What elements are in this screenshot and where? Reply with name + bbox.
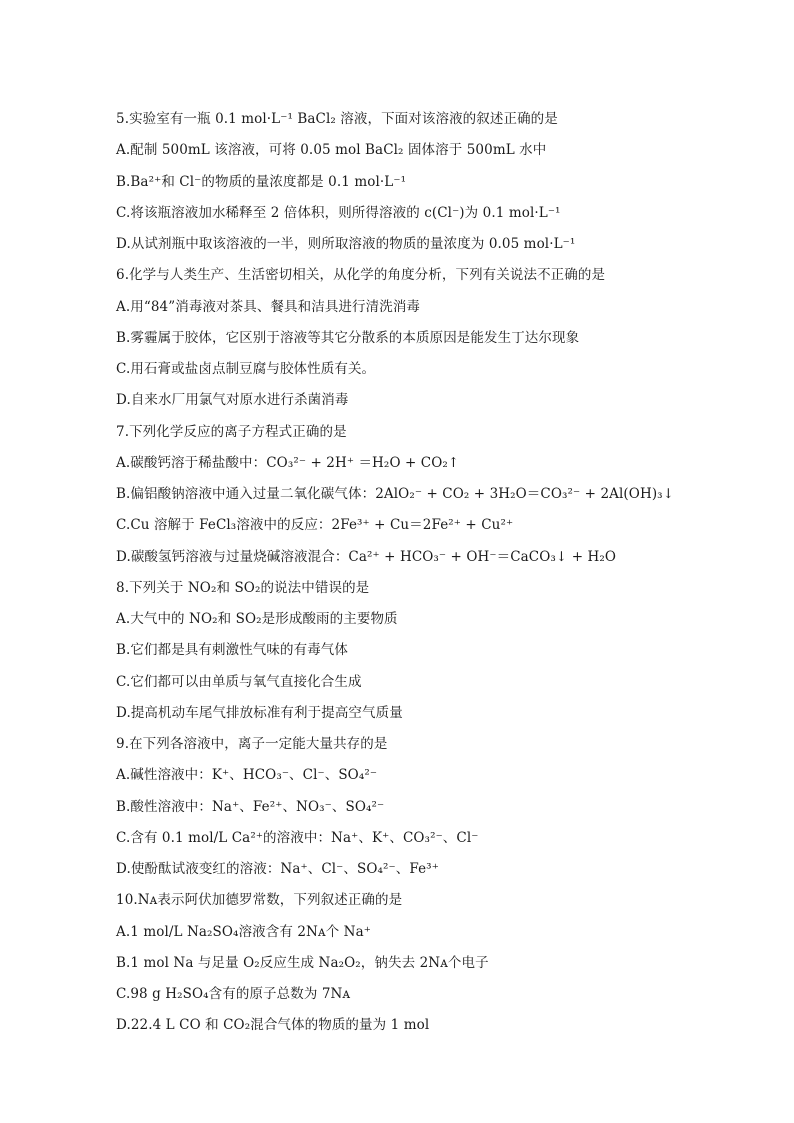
option-b: B.酸性溶液中：Na⁺、Fe²⁺、NO₃⁻、SO₄²⁻ [116,798,385,815]
option-b: B.它们都是具有刺激性气味的有毒气体 [116,642,349,659]
option-a: A.大气中的 NO₂和 SO₂是形成酸雨的主要物质 [116,611,398,627]
option-a: A.碳酸钙溶于稀盐酸中：CO₃²⁻ + 2H⁺ ＝H₂O + CO₂↑ [116,454,460,471]
question-stem: 6.化学与人类生产、生活密切相关，从化学的角度分析，下列有关说法不正确的是 [116,267,606,284]
option-c: C.含有 0.1 mol/L Ca²⁺的溶液中：Na⁺、K⁺、CO₃²⁻、Cl⁻ [116,829,479,846]
option-a: A.碱性溶液中：K⁺、HCO₃⁻、Cl⁻、SO₄²⁻ [116,767,378,784]
option-a: A.1 mol/L Na₂SO₄溶液含有 2Nᴀ个 Na⁺ [116,923,371,940]
option-a: A.配制 500mL 该溶液，可将 0.05 mol BaCl₂ 固体溶于 500mL 水中 [116,142,547,159]
question-7 [116,417,676,573]
question-9 [116,729,676,885]
question-5 [116,104,676,260]
option-b: B.雾霾属于胶体，它区别于溶液等其它分散系的本质原因是能发生丁达尔现象 [116,329,580,346]
question-6 [116,260,676,416]
option-d: D.从试剂瓶中取该溶液的一半，则所取溶液的物质的量浓度为 0.05 mol·L⁻¹ [116,236,576,252]
question-stem: 7.下列化学反应的离子方程式正确的是 [116,423,347,440]
option-c: C.它们都可以由单质与氧气直接化合生成 [116,673,362,690]
option-c: C.将该瓶溶液加水稀释至 2 倍体积，则所得溶液的 c(Cl⁻)为 0.1 mol·L⁻¹ [116,204,561,221]
question-stem: 9.在下列各溶液中，离子一定能大量共存的是 [116,736,388,752]
question-stem: 5.实验室有一瓶 0.1 mol·L⁻¹ BaCl₂ 溶液，下面对该溶液的叙述正确的是 [116,111,558,127]
question-list [116,104,676,1042]
question-8 [116,573,676,729]
option-b: B.偏铝酸钠溶液中通入过量二氧化碳气体：2AlO₂⁻ + CO₂ + 3H₂O＝CO₃²⁻ + 2Al(OH)₃↓ [116,486,675,502]
option-d: D.22.4 L CO 和 CO₂混合气体的物质的量为 1 mol [116,1017,430,1034]
question-stem: 10.Nᴀ表示阿伏加德罗常数，下列叙述正确的是 [116,892,403,909]
option-d: D.自来水厂用氯气对原水进行杀菌消毒 [116,392,349,409]
option-b: B.1 mol Na 与足量 O₂反应生成 Na₂O₂，钠失去 2Nᴀ个电子 [116,954,489,971]
option-c: C.用石膏或盐卤点制豆腐与胶体性质有关。 [116,361,376,377]
question-10 [116,885,676,1041]
option-d: D.提高机动车尾气排放标准有利于提高空气质量 [116,704,403,721]
option-c: C.Cu 溶解于 FeCl₃溶液中的反应：2Fe³⁺ + Cu＝2Fe²⁺ + Cu²⁺ [116,517,514,534]
option-b: B.Ba²⁺和 Cl⁻的物质的量浓度都是 0.1 mol·L⁻¹ [116,173,407,190]
option-d: D.使酚酞试液变红的溶液：Na⁺、Cl⁻、SO₄²⁻、Fe³⁺ [116,861,439,877]
option-d: D.碳酸氢钙溶液与过量烧碱溶液混合：Ca²⁺ + HCO₃⁻ + OH⁻＝CaCO₃↓ + H₂O [116,548,617,565]
option-c: C.98 g H₂SO₄含有的原子总数为 7Nᴀ [116,986,351,1002]
question-stem: 8.下列关于 NO₂和 SO₂的说法中错误的是 [116,579,370,596]
option-a: A.用“84”消毒液对茶具、餐具和洁具进行清洗消毒 [116,298,421,315]
